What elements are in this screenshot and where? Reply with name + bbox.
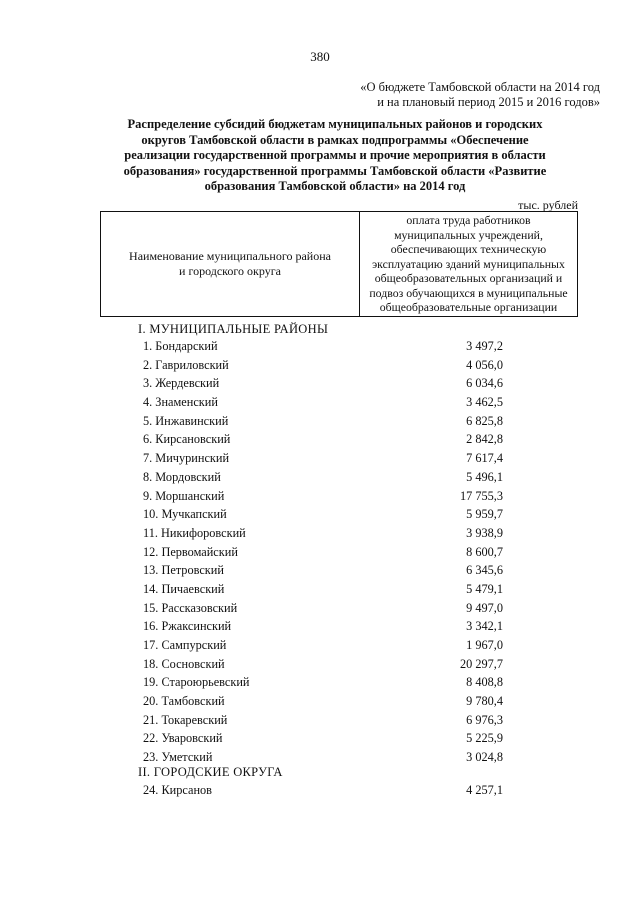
district-name: 12. Первомайский: [143, 544, 238, 559]
table-row: [0, 470, 640, 489]
amount-value: 3 342,1: [466, 619, 503, 634]
amount-value: 17 755,3: [459, 488, 503, 503]
law-reference: [300, 80, 600, 110]
title-line: Распределение субсидий бюджетам муниципальных районов и городских: [127, 117, 543, 131]
district-name: 9. Моршанский: [143, 488, 225, 503]
table-row: [0, 376, 640, 395]
district-name: 3. Жердевский: [143, 376, 220, 391]
district-name: 1. Бондарский: [143, 339, 218, 353]
district-name: 20. Тамбовский: [143, 694, 225, 709]
amount-value: 7 617,4: [466, 451, 503, 466]
amount-value: 4 056,0: [466, 357, 503, 372]
district-name: 24. Кирсанов: [143, 783, 212, 797]
district-name: 17. Сампурский: [143, 638, 227, 652]
district-name: 6. Кирсановский: [143, 432, 231, 447]
law-reference-line: «О бюджете Тамбовской области на 2014 год: [360, 80, 600, 94]
amount-value: 5 959,7: [466, 507, 503, 522]
amount-value: 20 297,7: [459, 656, 503, 671]
amount-value: 8 600,7: [466, 544, 503, 559]
amount-value: 3 024,8: [466, 750, 503, 765]
amount-value: 5 496,1: [466, 469, 503, 484]
district-name: 19. Староюрьевский: [143, 675, 250, 690]
table-body: [0, 783, 640, 802]
district-name: 7. Мичуринский: [143, 451, 230, 466]
district-name: 10. Мучкапский: [143, 507, 227, 522]
table-body: [0, 339, 640, 769]
header-text: Наименование муниципального района: [129, 249, 331, 263]
header-text: общеобразовательные организации: [379, 300, 558, 315]
header-text: общеобразовательных организаций и: [374, 271, 563, 286]
header-column-name: [101, 212, 360, 316]
table-row: [0, 563, 640, 582]
amount-value: 6 345,6: [466, 563, 503, 578]
table-row: [0, 731, 640, 750]
table-row: [0, 694, 640, 713]
header-text: подвоз обучающихся в муниципальные: [369, 285, 568, 300]
table-row: [0, 657, 640, 676]
amount-value: 6 034,6: [466, 376, 503, 391]
amount-value: 3 462,5: [466, 395, 503, 410]
amount-value: 1 967,0: [466, 638, 503, 652]
district-name: 11. Никифоровский: [143, 525, 246, 540]
amount-value: 3 938,9: [466, 525, 503, 540]
title-line: реализации государственной программы и прочие мероприятия в области: [124, 148, 546, 162]
units-label: тыс. рублей: [518, 198, 578, 212]
title-line: образования» государственной программы Тамбовской области «Развитие: [123, 163, 547, 178]
amount-value: 5 225,9: [466, 731, 503, 746]
district-name: 16. Ржаксинский: [143, 619, 232, 634]
table-row: [0, 451, 640, 470]
table-row: [0, 713, 640, 732]
amount-value: 5 479,1: [466, 581, 503, 596]
table-row: [0, 783, 640, 802]
header-text: обеспечивающих техническую: [390, 242, 547, 257]
table-row: [0, 638, 640, 657]
district-name: 2. Гавриловский: [143, 357, 229, 372]
header-text: муниципальных учреждений,: [394, 227, 543, 242]
amount-value: 6 976,3: [466, 712, 503, 727]
amount-value: 3 497,2: [466, 339, 503, 353]
table-row: [0, 619, 640, 638]
table-row: [0, 489, 640, 508]
amount-value: 6 825,8: [466, 413, 503, 428]
amount-value: 2 842,8: [466, 432, 503, 447]
district-name: 15. Рассказовский: [143, 600, 238, 615]
district-name: 18. Сосновский: [143, 656, 225, 671]
page-number: 380: [310, 49, 330, 64]
header-text: и городского округа: [179, 264, 281, 278]
law-reference-line: и на плановый период 2015 и 2016 годов»: [377, 95, 600, 109]
district-name: 4. Знаменский: [143, 395, 218, 410]
amount-value: 8 408,8: [466, 675, 503, 690]
section-title: II. ГОРОДСКИЕ ОКРУГА: [138, 765, 283, 779]
district-name: 5. Инжавинский: [143, 413, 229, 428]
district-name: 21. Токаревский: [143, 712, 228, 727]
header-column-amount: [360, 212, 577, 316]
district-name: 23. Уметский: [143, 750, 213, 765]
table-row: [0, 582, 640, 601]
district-name: 14. Пичаевский: [143, 581, 225, 596]
amount-value: 9 497,0: [466, 600, 503, 615]
title-line: образования Тамбовской области» на 2014 год: [204, 179, 466, 193]
document-title: [100, 117, 570, 195]
table-row: [0, 339, 640, 358]
amount-value: 9 780,4: [466, 694, 503, 709]
section-title: I. МУНИЦИПАЛЬНЫЕ РАЙОНЫ: [138, 322, 329, 336]
district-name: 13. Петровский: [143, 563, 224, 578]
header-text: оплата труда работников: [406, 213, 531, 228]
district-name: 22. Уваровский: [143, 731, 223, 746]
table-header: [100, 211, 578, 317]
table-row: [0, 395, 640, 414]
table-row: [0, 414, 640, 433]
district-name: 8. Мордовский: [143, 469, 221, 484]
title-line: округов Тамбовской области в рамках подпрограммы «Обеспечение: [141, 132, 529, 147]
amount-value: 4 257,1: [466, 783, 503, 797]
table-row: [0, 507, 640, 526]
table-row: [0, 750, 640, 769]
table-row: [0, 545, 640, 564]
table-row: [0, 601, 640, 620]
table-row: [0, 675, 640, 694]
table-row: [0, 358, 640, 377]
header-text: эксплуатацию зданий муниципальных: [372, 256, 565, 271]
table-row: [0, 432, 640, 451]
table-row: [0, 526, 640, 545]
